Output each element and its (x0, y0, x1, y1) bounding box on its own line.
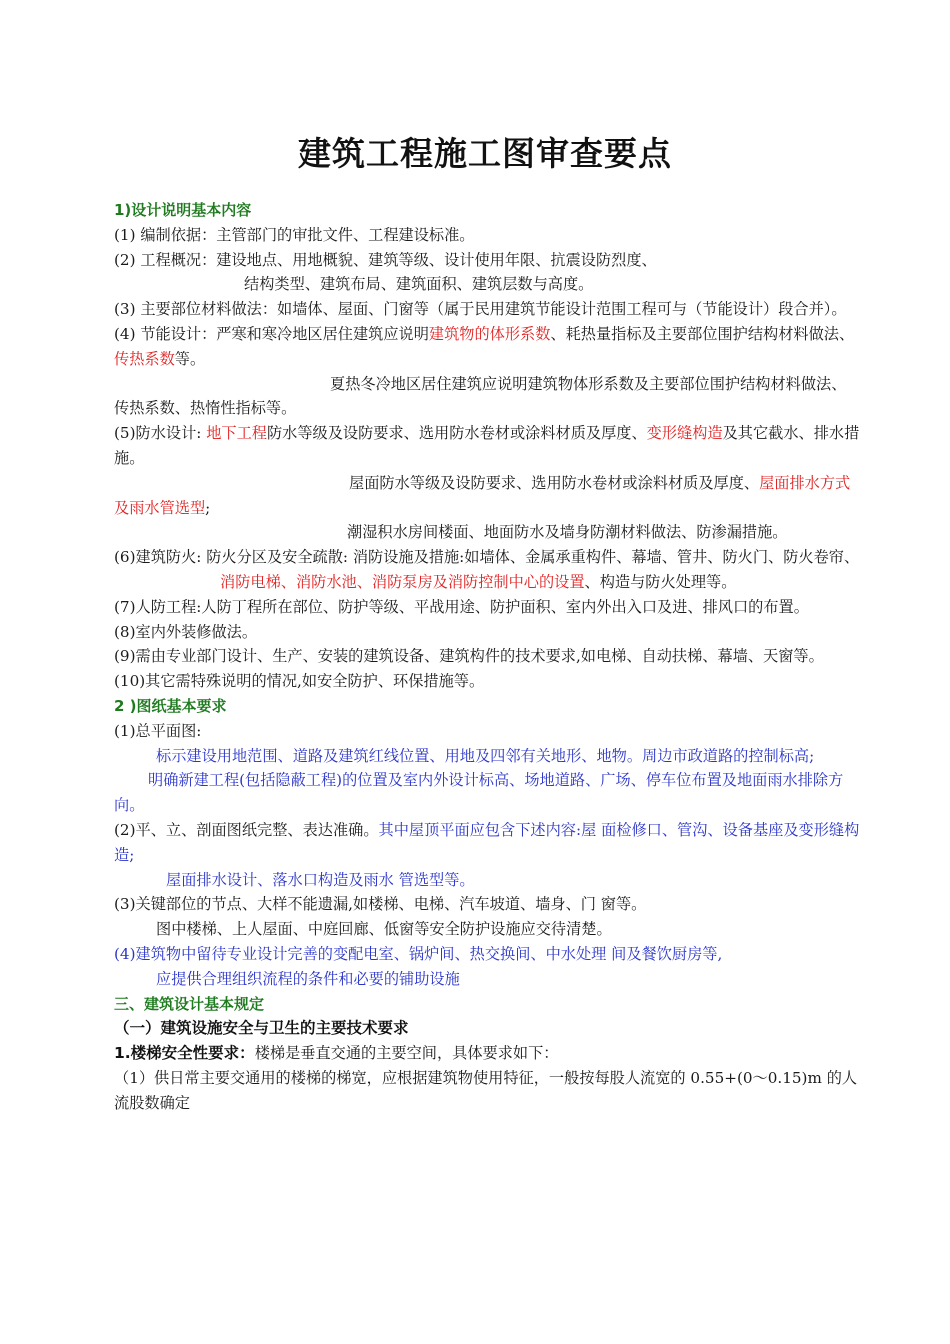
text-run: ; (205, 498, 211, 517)
paragraph: (1)总平面图: (114, 721, 202, 740)
paragraph: (8)室内外装修做法。 (114, 622, 258, 641)
highlight-text: 其中屋顶平面应包含下述内容:屋 面检修口、管沟、设备基座及变形缝构造; (114, 820, 860, 864)
text-run: 防水等级及设防要求、选用防水卷材或涂料材质及厚度、 (266, 424, 647, 443)
paragraph: (2) 工程概况：建设地点、用地概貌、建筑等级、设计使用年限、抗震设防烈度、 (114, 250, 657, 269)
paragraph: (4)建筑物中留待专业设计完善的变配电室、锅炉间、热交换间、中水处理 间及餐饮厨房等, (114, 944, 723, 963)
section-heading: 1)设计说明基本内容 (114, 201, 252, 219)
paragraph: 图中楼梯、上人屋面、中庭回廊、低窗等安全防护设施应交待清楚。 (156, 920, 612, 939)
paragraph: （1）供日常主要交通用的楼梯的梯宽，应根据建筑物使用特征，一般按每股人流宽的 0.55+(0～0.15)m 的人流股数确定 (114, 1068, 858, 1112)
paragraph: 标示建设用地范围、道路及建筑红线位置、用地及四邻有关地形、地物。周边市政道路的控制标高; (156, 746, 815, 765)
text-run: 屋面防水等级及设防要求、选用防水卷材或涂料材质及厚度、 (349, 473, 760, 492)
paragraph (114, 322, 860, 372)
bold-lead: 1.楼梯安全性要求： (114, 1044, 255, 1063)
paragraph: 明确新建工程(包括隐蔽工程)的位置及室内外设计标高、场地道路、广场、停车位布置及地面雨水排除方向。 (114, 771, 844, 815)
paragraph (114, 1041, 860, 1066)
text-run: 、耗热量指标及主要部位围护结构材料做法、 (550, 324, 855, 343)
paragraph: (6)建筑防火: 防火分区及安全疏散: 消防设施及措施:如墙体、金属承重构件、幕墙、管井、防火门、防火卷帘、 (114, 548, 860, 567)
highlight-text: 屋面排水方式及雨水管选型 (114, 473, 851, 517)
paragraph: 应提供合理组织流程的条件和必要的铺助设施 (156, 969, 460, 988)
text-run: (5)防水设计: (114, 424, 207, 443)
paragraph: (9)需由专业部门设计、生产、安装的建筑设备、建筑构件的技术要求,如电梯、自动扶梯、幕墙、天窗等。 (114, 647, 824, 666)
paragraph: 夏热冬冷地区居住建筑应说明建筑物体形系数及主要部位围护结构材料做法、传热系数、热惰性指标等。 (114, 374, 847, 418)
highlight-text: 变形缝构造 (646, 424, 723, 443)
subsection-heading: （一）建筑设施安全与卫生的主要技术要求 (114, 1019, 409, 1038)
paragraph (114, 421, 860, 471)
highlight-text: 地下工程 (206, 424, 267, 443)
text-run: 楼梯是垂直交通的主要空间，具体要求如下： (254, 1044, 559, 1063)
text-run: 等。 (174, 349, 206, 368)
highlight-text: 建筑物的体形系数 (428, 324, 551, 343)
paragraph: (7)人防工程:人防丁程所在部位、防护等级、平战用途、防护面积、室内外出入口及进、排风口的布置。 (114, 597, 809, 616)
paragraph (114, 570, 860, 595)
document-body (114, 198, 860, 1115)
paragraph (114, 471, 860, 521)
paragraph: (3)关键部位的节点、大样不能遗漏,如楼梯、电梯、汽车坡道、墙身、门 窗等。 (114, 895, 647, 914)
paragraph: (3) 主要部位材料做法：如墙体、屋面、门窗等（属于民用建筑节能设计范围工程可与（节能设计）段合并）。 (114, 300, 847, 319)
text-run: (4) 节能设计：严寒和寒冷地区居住建筑应说明 (114, 324, 429, 343)
section-heading: 三、建筑设计基本规定 (114, 994, 265, 1013)
section-heading: 2 )图纸基本要求 (114, 696, 227, 715)
text-run: 、构造与防火处理等。 (584, 572, 737, 591)
paragraph: (10)其它需特殊说明的情况,如安全防护、环保措施等。 (114, 672, 485, 691)
highlight-text: 传热系数 (114, 349, 175, 368)
paragraph: (1) 编制依据：主管部门的审批文件、工程建设标准。 (114, 225, 475, 244)
document-title: 建筑工程施工图审查要点 (298, 134, 672, 173)
paragraph: 潮湿积水房间楼面、地面防水及墙身防潮材料做法、防渗漏措施。 (347, 523, 788, 542)
text-run: 及其它截水、排水措施。 (114, 424, 860, 467)
text-run: (2)平、立、剖面图纸完整、表达准确。 (114, 820, 379, 839)
paragraph (114, 818, 860, 868)
paragraph: 屋面排水设计、落水口构造及雨水 管选型等。 (166, 870, 475, 889)
highlight-text: 消防电梯、消防水池、消防泵房及消防控制中心的设置 (220, 572, 585, 591)
paragraph: 结构类型、建筑布局、建筑面积、建筑层数与高度。 (244, 275, 594, 294)
